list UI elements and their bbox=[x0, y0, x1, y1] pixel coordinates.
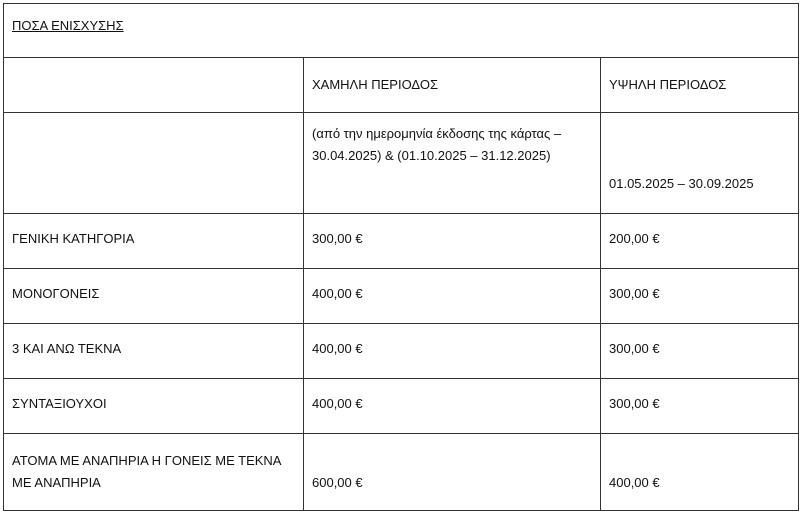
high-period-header: ΥΨΗΛΗ ΠΕΡΙΟΔΟΣ bbox=[601, 58, 799, 113]
low-amount-cell: 400,00 € bbox=[304, 379, 601, 434]
support-amounts-table bbox=[3, 3, 799, 511]
low-period-dates: (από την ημερομηνία έκδοσης της κάρτας – 30.04.2025) & (01.10.2025 – 31.12.2025) bbox=[304, 113, 601, 214]
high-amount-cell: 300,00 € bbox=[601, 379, 799, 434]
table-row bbox=[4, 214, 799, 269]
header-row bbox=[4, 58, 799, 113]
table-title: ΠΟΣΑ ΕΝΙΣΧΥΣΗΣ bbox=[4, 4, 799, 58]
empty-header-cell bbox=[4, 58, 304, 113]
table-row bbox=[4, 434, 799, 511]
title-row bbox=[4, 4, 799, 58]
category-cell: ΓΕΝΙΚΗ ΚΑΤΗΓΟΡΙΑ bbox=[4, 214, 304, 269]
category-cell: ΑΤΟΜΑ ΜΕ ΑΝΑΠΗΡΙΑ Η ΓΟΝΕΙΣ ΜΕ ΤΕΚΝΑ ΜΕ ΑΝΑΠΗΡΙΑ bbox=[4, 434, 304, 511]
low-period-header: ΧΑΜΗΛΗ ΠΕΡΙΟΔΟΣ bbox=[304, 58, 601, 113]
empty-dates-cell bbox=[4, 113, 304, 214]
table-row bbox=[4, 324, 799, 379]
high-amount-cell: 200,00 € bbox=[601, 214, 799, 269]
low-amount-cell: 400,00 € bbox=[304, 324, 601, 379]
table-row bbox=[4, 379, 799, 434]
period-dates-row bbox=[4, 113, 799, 214]
category-cell: ΜΟΝΟΓΟΝΕΙΣ bbox=[4, 269, 304, 324]
low-amount-cell: 300,00 € bbox=[304, 214, 601, 269]
table-row bbox=[4, 269, 799, 324]
category-cell: 3 ΚΑΙ ΑΝΩ ΤΕΚΝΑ bbox=[4, 324, 304, 379]
low-amount-cell: 400,00 € bbox=[304, 269, 601, 324]
high-period-dates: 01.05.2025 – 30.09.2025 bbox=[601, 113, 799, 214]
low-amount-cell: 600,00 € bbox=[304, 434, 601, 511]
high-amount-cell: 300,00 € bbox=[601, 269, 799, 324]
category-cell: ΣΥΝΤΑΞΙΟΥΧΟΙ bbox=[4, 379, 304, 434]
high-amount-cell: 400,00 € bbox=[601, 434, 799, 511]
high-amount-cell: 300,00 € bbox=[601, 324, 799, 379]
